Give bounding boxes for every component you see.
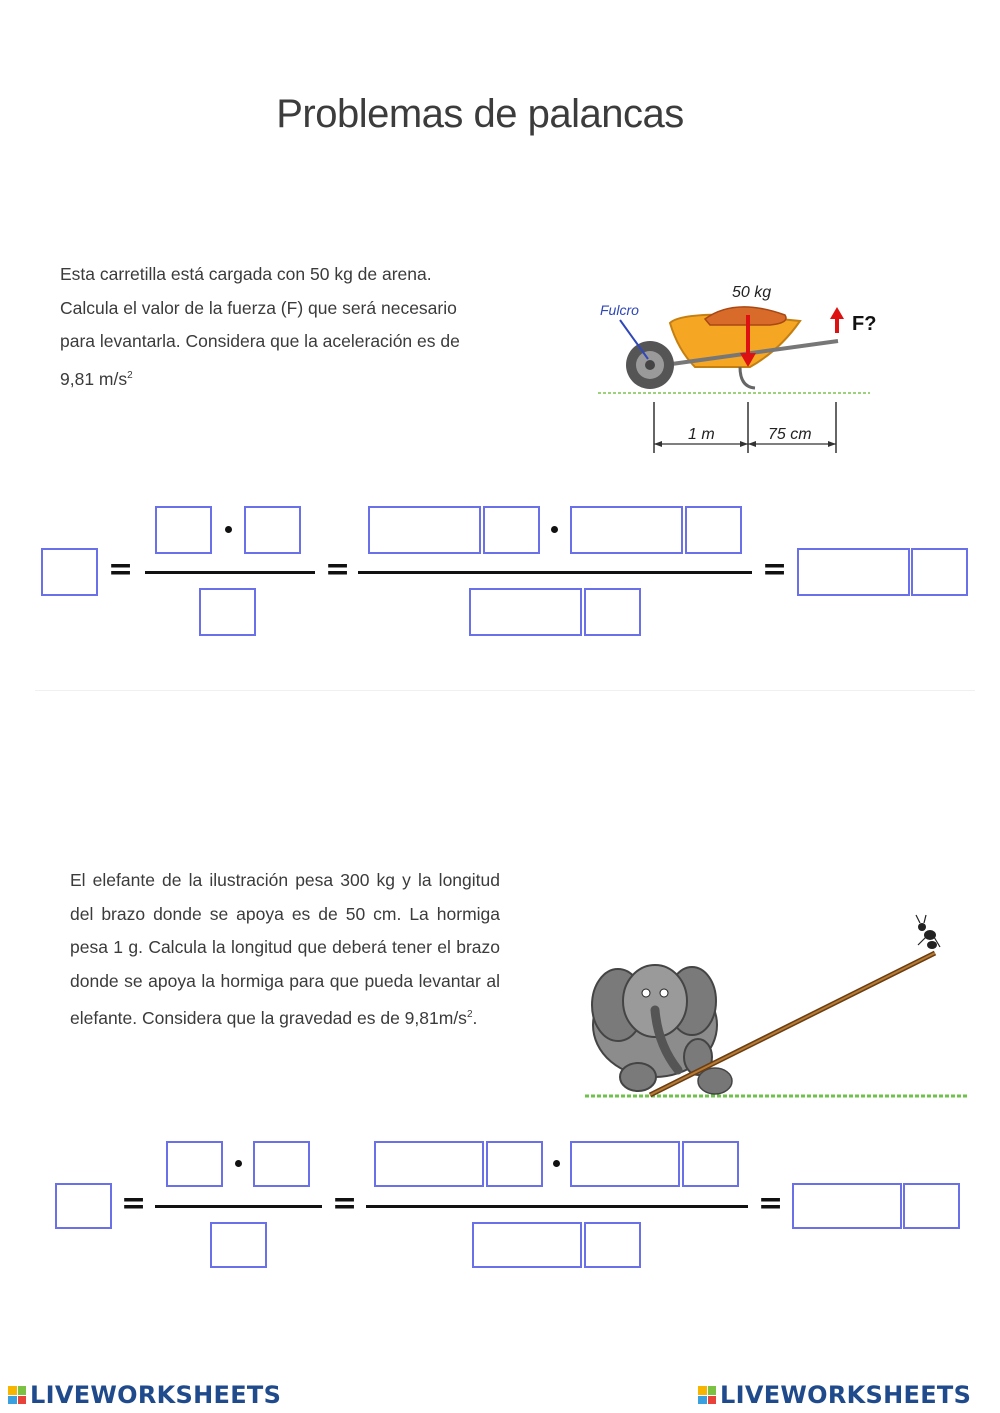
value-input[interactable] bbox=[472, 1222, 582, 1268]
numerator-input[interactable] bbox=[253, 1141, 310, 1187]
problem-1-exponent: 2 bbox=[127, 369, 133, 381]
unit-input[interactable] bbox=[682, 1141, 739, 1187]
liveworksheets-icon bbox=[8, 1386, 26, 1404]
equals-sign: = bbox=[121, 1186, 147, 1221]
force-label: F? bbox=[852, 313, 877, 335]
problem-2-statement: El elefante de la ilustración pesa 300 kg y la longitud del brazo donde se apoya es de 50 cm. La hormiga pesa 1 g. Calcula la longitud que deberá tener el brazo donde se apoya la hormiga para que pueda levantar al elefante. Considera que la gravedad es de 9,81m/s bbox=[70, 870, 500, 1028]
answer-input[interactable] bbox=[41, 548, 98, 596]
distance-2-label: 75 cm bbox=[768, 426, 812, 443]
wheelbarrow-figure bbox=[590, 275, 890, 460]
elephant-lever-figure bbox=[580, 905, 975, 1110]
value-input[interactable] bbox=[368, 506, 481, 554]
value-input[interactable] bbox=[570, 1141, 680, 1187]
denominator-input[interactable] bbox=[199, 588, 256, 636]
page-title: Problemas de palancas bbox=[276, 92, 684, 136]
fraction-bar bbox=[155, 1205, 322, 1208]
section-divider bbox=[35, 690, 975, 691]
problem-1-text bbox=[60, 258, 480, 396]
result-unit-input[interactable] bbox=[903, 1183, 960, 1229]
value-input[interactable] bbox=[374, 1141, 484, 1187]
logo-text: LIVEWORKSHEETS bbox=[30, 1381, 282, 1409]
fraction-bar bbox=[358, 571, 752, 574]
weight-label: 50 kg bbox=[732, 284, 772, 301]
answer-input[interactable] bbox=[55, 1183, 112, 1229]
unit-input[interactable] bbox=[584, 588, 641, 636]
unit-input[interactable] bbox=[483, 506, 540, 554]
numerator-input[interactable] bbox=[244, 506, 301, 554]
liveworksheets-icon bbox=[698, 1386, 716, 1404]
liveworksheets-logo[interactable] bbox=[698, 1381, 971, 1409]
logo-text: LIVEWORKSHEETS bbox=[720, 1381, 972, 1409]
problem-2-period: . bbox=[472, 1007, 478, 1028]
result-unit-input[interactable] bbox=[911, 548, 968, 596]
result-value-input[interactable] bbox=[797, 548, 910, 596]
fulcrum-label: Fulcro bbox=[600, 302, 639, 318]
fraction-bar bbox=[145, 571, 315, 574]
multiply-dot bbox=[235, 1160, 242, 1167]
problem-2-text bbox=[70, 864, 500, 1035]
liveworksheets-logo[interactable] bbox=[8, 1381, 281, 1409]
value-input[interactable] bbox=[570, 506, 683, 554]
multiply-dot bbox=[225, 526, 232, 533]
multiply-dot bbox=[553, 1160, 560, 1167]
unit-input[interactable] bbox=[685, 506, 742, 554]
equals-sign: = bbox=[758, 1186, 784, 1221]
unit-input[interactable] bbox=[486, 1141, 543, 1187]
equals-sign: = bbox=[332, 1186, 358, 1221]
value-input[interactable] bbox=[469, 588, 582, 636]
denominator-input[interactable] bbox=[210, 1222, 267, 1268]
distance-1-label: 1 m bbox=[688, 426, 715, 443]
equals-sign: = bbox=[762, 552, 788, 587]
fraction-bar bbox=[366, 1205, 748, 1208]
numerator-input[interactable] bbox=[166, 1141, 223, 1187]
multiply-dot bbox=[551, 526, 558, 533]
result-value-input[interactable] bbox=[792, 1183, 902, 1229]
problem-2-exponent: 2 bbox=[466, 1009, 473, 1020]
equals-sign: = bbox=[108, 552, 134, 587]
numerator-input[interactable] bbox=[155, 506, 212, 554]
problem-1-statement: Esta carretilla está cargada con 50 kg de arena. Calcula el valor de la fuerza (F) que será necesario para levantarla. Considera que la aceleración es de 9,81 m/s bbox=[60, 264, 460, 389]
equals-sign: = bbox=[325, 552, 351, 587]
unit-input[interactable] bbox=[584, 1222, 641, 1268]
